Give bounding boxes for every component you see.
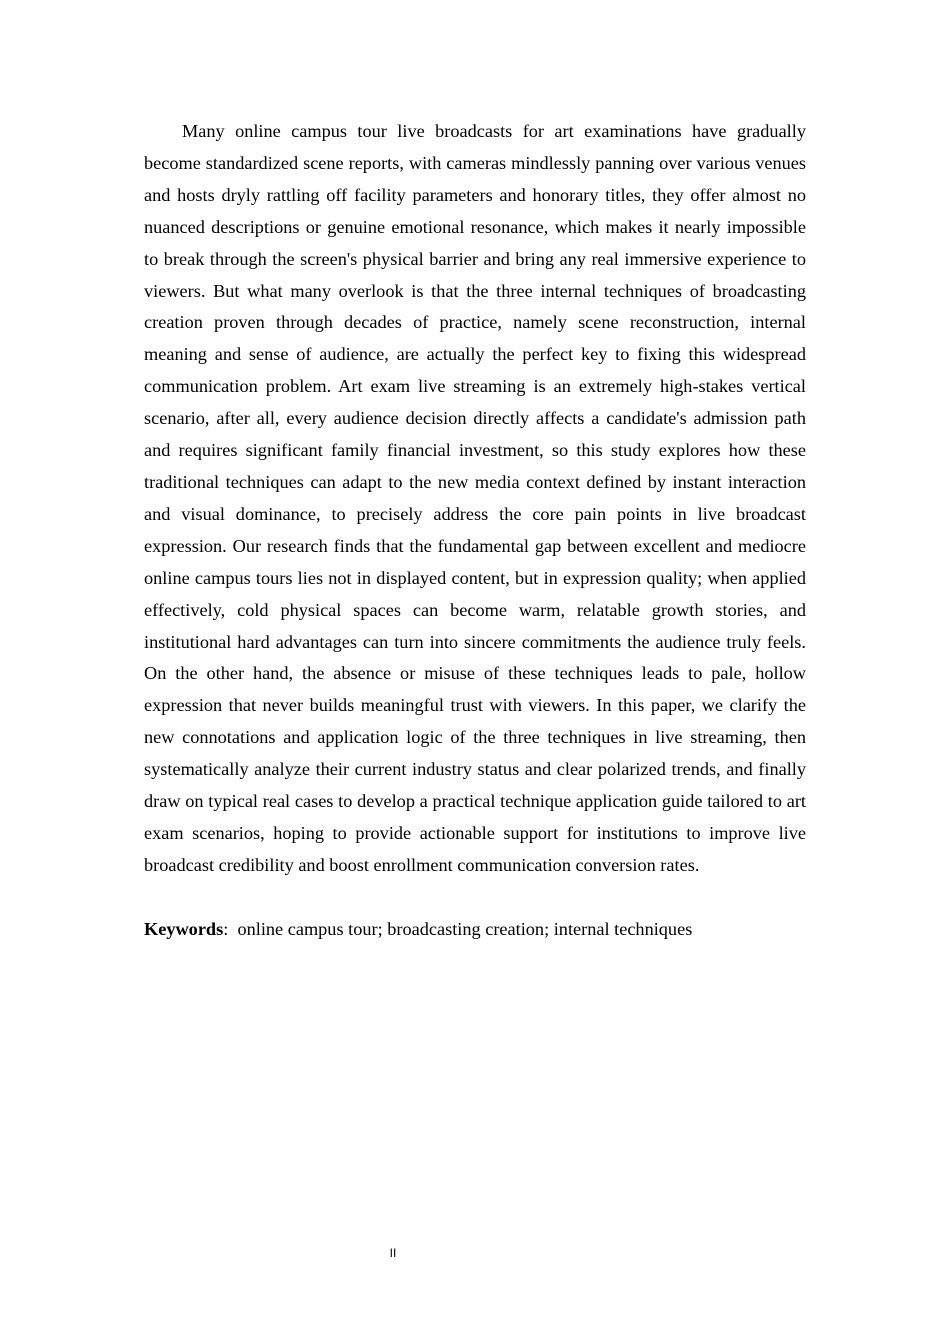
page-number: II xyxy=(389,1246,397,1260)
keywords-label: Keywords xyxy=(144,919,224,939)
abstract-paragraph: Many online campus tour live broadcasts for art examinations have gradually become standardized scene reports, with cameras mindlessly panning over various venues and hosts dryly rattling off facility parameters and honorary titles, they offer almost no nuanced descriptions or genuine emotional resonance, which makes it nearly impossible to break through the screen's physical barrier and bring any real immersive experience to viewers. But what many overlook is that the three internal techniques of broadcasting creation proven through decades of practice, namely scene reconstruction, internal meaning and sense of audience, are actually the perfect key to fixing this widespread communication problem. Art exam live streaming is an extremely high-stakes vertical scenario, after all, every audience decision directly affects a candidate's admission path and requires significant family financial investment, so this study explores how these traditional techniques can adapt to the new media context defined by instant interaction and visual dominance, to precisely address the core pain points in live broadcast expression. Our research finds that the fundamental gap between excellent and mediocre online campus tours lies not in displayed content, but in expression quality; when applied effectively, cold physical spaces can become warm, relatable growth stories, and institutional hard advantages can turn into sincere commitments the audience truly feels. On the other hand, the absence or misuse of these techniques leads to pale, hollow expression that never builds meaningful trust with viewers. In this paper, we clarify the new connotations and application logic of the three techniques in live streaming, then systematically analyze their current industry status and clear polarized trends, and finally draw on typical real cases to develop a practical technique application guide tailored to art exam scenarios, hoping to provide actionable support for institutions to improve live broadcast credibility and boost enrollment communication conversion rates. xyxy=(144,121,806,875)
keywords-separator: : xyxy=(223,919,238,939)
keywords-text: online campus tour; broadcasting creation; internal techniques xyxy=(237,919,693,939)
keywords-line xyxy=(144,914,806,946)
